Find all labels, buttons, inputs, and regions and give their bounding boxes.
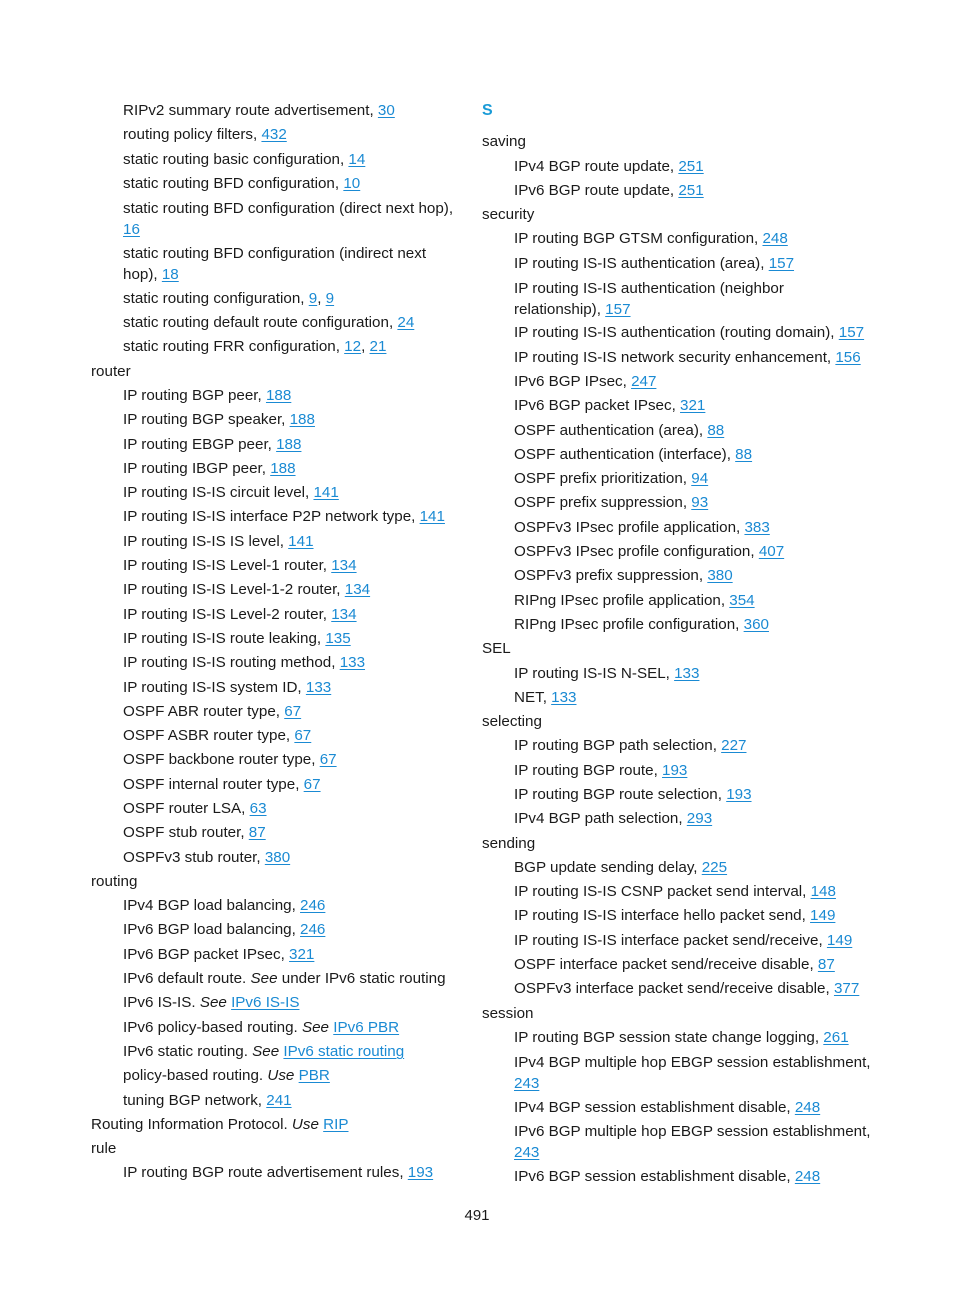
- index-sub-entry: [91, 797, 456, 821]
- index-sub-entry: [91, 1040, 456, 1064]
- entry-text: OSPF authentication (interface),: [514, 445, 736, 463]
- index-sub-entry: [91, 748, 456, 772]
- page-reference-link[interactable]: 251: [678, 181, 704, 199]
- entry-text: OSPFv3 prefix suppression,: [514, 567, 708, 585]
- entry-text: OSPF stub router,: [123, 824, 249, 842]
- entry-text: OSPF interface packet send/receive disable,: [514, 956, 818, 974]
- index-sub-entry: [482, 1026, 872, 1050]
- index-sub-entry: [482, 686, 872, 710]
- page-reference-link[interactable]: 188: [289, 411, 315, 429]
- index-sub-entry: [482, 589, 872, 613]
- entry-text: OSPF internal router type,: [123, 775, 304, 793]
- cross-reference-keyword: See: [250, 970, 278, 988]
- index-sub-entry: [91, 894, 456, 918]
- page-reference-link[interactable]: 248: [794, 1168, 821, 1186]
- index-sub-entry: [91, 1016, 456, 1040]
- entry-text: IP routing BGP path selection,: [514, 737, 722, 755]
- index-sub-entry: [91, 99, 456, 123]
- entry-text: router: [91, 362, 131, 380]
- entry-text: IPv4 BGP route update,: [514, 157, 679, 175]
- index-sub-entry: static routing configuration, 9, 9: [123, 289, 335, 307]
- entry-text: IP routing IS-IS authentication (routing domain),: [514, 324, 839, 342]
- index-sub-entry: [482, 370, 872, 394]
- entry-text: IP routing IS-IS N-SEL,: [514, 664, 675, 682]
- entry-text: static routing default route configuration,: [123, 314, 398, 332]
- entry-text: IP routing BGP route,: [514, 761, 663, 779]
- entry-text: IP routing IS-IS Level-1-2 router,: [123, 581, 345, 599]
- entry-text: Routing Information Protocol.: [91, 1115, 292, 1133]
- cross-reference-link[interactable]: RIP: [323, 1115, 349, 1133]
- index-sub-entry: [91, 172, 456, 196]
- entry-text: IPv6 BGP route update,: [514, 181, 679, 199]
- index-sub-entry: [482, 155, 872, 179]
- entry-text: selecting: [482, 713, 542, 731]
- index-sub-entry: [91, 196, 456, 241]
- entry-text: IPv6 BGP load balancing,: [123, 921, 301, 939]
- entry-text: BGP update sending delay,: [514, 858, 702, 876]
- entry-text: IPv6 default route.: [123, 970, 251, 988]
- index-sub-entry: [482, 1120, 872, 1165]
- entry-text: IPv4 BGP path selection,: [514, 810, 687, 828]
- entry-text: IP routing BGP GTSM configuration,: [514, 230, 763, 248]
- entry-text: session: [482, 1004, 534, 1022]
- index-sub-entry: [91, 554, 456, 578]
- entry-text: IP routing IS-IS CSNP packet send interval,: [514, 883, 811, 901]
- index-main-entry: [91, 360, 456, 384]
- index-sub-entry: [91, 1064, 456, 1088]
- page-reference-link[interactable]: 67: [303, 775, 321, 793]
- index-sub-entry: [91, 241, 456, 286]
- entry-text: tuning BGP network,: [123, 1091, 267, 1109]
- index-sub-entry: [91, 481, 456, 505]
- index-sub-entry: [91, 676, 456, 700]
- index-sub-entry: [482, 977, 872, 1001]
- index-sub-entry: [482, 662, 872, 686]
- index-main-entry: [482, 710, 872, 734]
- index-sub-entry: [482, 540, 872, 564]
- index-sub-entry: [482, 467, 872, 491]
- index-sub-entry: [91, 578, 456, 602]
- page-reference-link[interactable]: 133: [305, 678, 332, 696]
- page-reference-link[interactable]: 432: [261, 126, 287, 144]
- entry-text: static routing BFD configuration (indirect next hop),: [123, 245, 427, 284]
- page-reference-link[interactable]: 241: [266, 1091, 292, 1109]
- index-main-entry: [91, 870, 456, 894]
- index-sub-entry: [482, 734, 872, 758]
- page-reference-link[interactable]: 157: [838, 324, 865, 342]
- page-reference-link[interactable]: 133: [339, 654, 366, 672]
- entry-text: IP routing IS-IS authentication (area),: [514, 254, 769, 272]
- index-sub-entry: [482, 856, 872, 880]
- page-reference-link[interactable]: 93: [691, 494, 709, 512]
- index-sub-entry: [482, 904, 872, 928]
- index-sub-entry: [482, 1050, 872, 1095]
- page-reference-link[interactable]: 30: [377, 102, 395, 119]
- page-reference-link[interactable]: 88: [735, 445, 753, 463]
- page-reference-link[interactable]: 63: [249, 799, 267, 817]
- page-reference-link[interactable]: 248: [794, 1098, 821, 1116]
- entry-text: OSPF router LSA,: [123, 799, 250, 817]
- index-sub-entry: [91, 700, 456, 724]
- cross-reference-keyword: See: [199, 994, 227, 1012]
- index-main-entry: [482, 130, 872, 154]
- page-reference-link[interactable]: 360: [743, 615, 769, 633]
- entry-text: IPv6 IS-IS.: [123, 994, 200, 1012]
- index-sub-entry: [482, 807, 872, 831]
- index-sub-entry: [482, 394, 872, 418]
- index-sub-entry: [91, 773, 456, 797]
- index-sub-entry: [91, 408, 456, 432]
- page-reference-link[interactable]: 135: [325, 629, 351, 647]
- page-reference-link[interactable]: 148: [810, 883, 836, 901]
- index-main-entry: [482, 1002, 872, 1026]
- page-reference-link[interactable]: 67: [294, 727, 312, 745]
- entry-text: static routing FRR configuration,: [123, 338, 345, 356]
- page-reference-link[interactable]: 24: [397, 314, 415, 332]
- index-sub-entry: [91, 1089, 456, 1113]
- page-reference-link[interactable]: 321: [680, 397, 706, 415]
- index-sub-entry: [482, 880, 872, 904]
- index-main-entry: [91, 1137, 456, 1161]
- index-main-entry: [482, 203, 872, 227]
- page-reference-link[interactable]: 141: [419, 508, 445, 526]
- entry-text: SEL: [482, 640, 511, 658]
- index-sub-entry: [91, 1161, 456, 1185]
- entry-text: IP routing IS-IS interface P2P network type,: [123, 508, 420, 526]
- cross-reference-keyword: Use: [291, 1115, 319, 1133]
- page-reference-link[interactable]: 14: [348, 150, 366, 168]
- page-reference-link[interactable]: 193: [407, 1164, 434, 1182]
- entry-text: IP routing IS-IS interface hello packet send,: [514, 907, 811, 925]
- index-sub-entry: [91, 724, 456, 748]
- entry-text: RIPv2 summary route advertisement,: [123, 102, 378, 119]
- page-reference-link[interactable]: 134: [331, 605, 357, 623]
- entry-text: OSPFv3 stub router,: [123, 848, 265, 866]
- index-sub-entry: [91, 846, 456, 870]
- entry-text: IP routing IS-IS Level-2 router,: [123, 605, 332, 623]
- entry-text: static routing BFD configuration,: [123, 174, 344, 192]
- index-sub-entry: [482, 783, 872, 807]
- index-main-entry: [482, 832, 872, 856]
- entry-text: IPv6 BGP session establishment disable,: [514, 1168, 795, 1186]
- page-reference-link[interactable]: 227: [721, 737, 747, 755]
- page-reference-link[interactable]: 94: [691, 470, 709, 488]
- entry-text: IP routing IS-IS Level-1 router,: [123, 557, 332, 575]
- cross-reference-link[interactable]: IPv6 static routing: [283, 1042, 405, 1060]
- entry-text: IPv6 static routing.: [123, 1042, 253, 1060]
- page-reference-link[interactable]: 67: [284, 702, 302, 720]
- cross-reference-keyword: Use: [267, 1067, 295, 1085]
- page-reference-link[interactable]: 407: [758, 543, 785, 561]
- page-reference-link[interactable]: 134: [344, 581, 371, 599]
- cross-reference-link[interactable]: IPv6 IS-IS: [231, 994, 300, 1012]
- entry-text: IP routing BGP route advertisement rules,: [123, 1164, 408, 1182]
- entry-text: routing: [91, 872, 138, 890]
- page-reference-link[interactable]: 141: [313, 484, 339, 502]
- index-sub-entry: [91, 967, 456, 991]
- index-sub-entry: [91, 384, 456, 408]
- entry-text: IP routing IS-IS route leaking,: [123, 629, 326, 647]
- index-sub-entry: static routing FRR configuration, 12, 21: [123, 338, 387, 356]
- entry-text: NET,: [514, 688, 552, 706]
- entry-text: RIPng IPsec profile configuration,: [514, 615, 744, 633]
- index-sub-entry: [482, 929, 872, 953]
- cross-reference-keyword: See: [252, 1042, 280, 1060]
- entry-text: IP routing IS-IS system ID,: [123, 678, 306, 696]
- entry-text: IP routing IS-IS routing method,: [123, 654, 340, 672]
- entry-text: OSPF ABR router type,: [123, 702, 285, 720]
- page-reference-link[interactable]: 293: [686, 810, 713, 828]
- entry-text: OSPFv3 IPsec profile application,: [514, 518, 745, 536]
- entry-text: IP routing BGP session state change logging,: [514, 1028, 824, 1046]
- entry-text: OSPF backbone router type,: [123, 751, 320, 769]
- entry-text: IPv6 BGP packet IPsec,: [123, 945, 290, 963]
- index-sub-entry: [482, 953, 872, 977]
- entry-text: IP routing IS-IS IS level,: [123, 532, 289, 550]
- page-reference-link[interactable]: 380: [264, 848, 291, 866]
- entry-text: static routing BFD configuration (direct next hop),: [123, 199, 454, 217]
- entry-text: IPv6 BGP packet IPsec,: [514, 397, 681, 415]
- entry-text: IP routing BGP route selection,: [514, 786, 727, 803]
- cross-reference-text: under IPv6 static routing: [277, 970, 446, 988]
- entry-text: OSPFv3 IPsec profile configuration,: [514, 543, 759, 561]
- index-sub-entry: [91, 530, 456, 554]
- page-reference-link[interactable]: 383: [744, 518, 770, 536]
- page-reference-link[interactable]: 16: [123, 220, 140, 238]
- entry-text: IP routing IS-IS interface packet send/receive,: [514, 931, 827, 949]
- entry-text: OSPF prefix suppression,: [514, 494, 692, 512]
- index-sub-entry: [482, 276, 872, 321]
- page-reference-link[interactable]: 157: [768, 254, 795, 272]
- page-reference-link[interactable]: 243: [514, 1144, 540, 1162]
- index-right-column: [482, 99, 872, 1189]
- index-sub-entry: [91, 311, 456, 335]
- entry-text: IP routing IS-IS circuit level,: [123, 484, 314, 502]
- page-number: 491: [464, 1207, 490, 1224]
- page-reference-link[interactable]: 12: [344, 338, 362, 356]
- index-sub-entry: [482, 1165, 872, 1189]
- entry-text: routing policy filters,: [123, 126, 262, 144]
- index-sub-entry: [91, 821, 456, 845]
- page-reference-link[interactable]: 87: [248, 824, 266, 842]
- entry-text: OSPF prefix prioritization,: [514, 470, 692, 488]
- entry-text: sending: [482, 834, 536, 852]
- entry-text: IPv4 BGP multiple hop EBGP session establishment,: [514, 1053, 871, 1071]
- page-reference-link[interactable]: 321: [289, 945, 315, 963]
- index-sub-entry: [482, 491, 872, 515]
- entry-text: OSPFv3 interface packet send/receive disable,: [514, 980, 834, 998]
- page-reference-link[interactable]: 188: [270, 459, 296, 477]
- page-reference-link[interactable]: 261: [823, 1028, 849, 1046]
- entry-text: OSPF authentication (area),: [514, 421, 708, 439]
- index-sub-entry: [482, 346, 872, 370]
- page-reference-link[interactable]: 21: [369, 338, 387, 356]
- page-reference-link[interactable]: 193: [726, 786, 752, 803]
- page-reference-link[interactable]: 246: [300, 897, 326, 915]
- index-sub-entry: [482, 443, 872, 467]
- index-sub-entry: [91, 627, 456, 651]
- index-sub-entry: [482, 613, 872, 637]
- index-sub-entry: [91, 603, 456, 627]
- index-sub-entry: [482, 179, 872, 203]
- cross-reference-keyword: See: [301, 1018, 330, 1036]
- index-main-entry: [482, 637, 872, 661]
- entry-text: policy-based routing.: [123, 1067, 268, 1085]
- page-reference-link[interactable]: 377: [833, 980, 860, 998]
- page-reference-link[interactable]: 157: [605, 300, 631, 318]
- index-sub-entry: [91, 943, 456, 967]
- index-sub-entry: [482, 227, 872, 251]
- entry-text: rule: [91, 1140, 117, 1158]
- page-reference-link[interactable]: 141: [288, 532, 314, 550]
- index-sub-entry: [91, 991, 456, 1015]
- page-reference-link[interactable]: 248: [762, 230, 788, 248]
- page-reference-link[interactable]: 133: [674, 664, 700, 682]
- page-reference-link[interactable]: 246: [300, 921, 326, 939]
- index-sub-entry: [482, 252, 872, 276]
- entry-text: IPv4 BGP load balancing,: [123, 897, 301, 915]
- page-reference-link[interactable]: 87: [817, 956, 835, 974]
- page-reference-link[interactable]: 88: [707, 421, 725, 439]
- entry-text: static routing configuration,: [123, 289, 309, 307]
- page-reference-link[interactable]: 188: [276, 435, 302, 453]
- page-reference-link[interactable]: 251: [678, 157, 704, 175]
- index-sub-entry: [91, 505, 456, 529]
- page-reference-link[interactable]: 243: [514, 1074, 540, 1092]
- index-sub-entry: [482, 321, 872, 345]
- entry-text: IP routing IS-IS network security enhancement,: [514, 348, 836, 366]
- index-sub-entry: [91, 148, 456, 172]
- index-sub-entry: [482, 759, 872, 783]
- index-letter-heading: [482, 99, 872, 123]
- entry-text: OSPF ASBR router type,: [123, 727, 295, 745]
- page-reference-link[interactable]: 9: [308, 289, 318, 307]
- entry-text: RIPng IPsec profile application,: [514, 591, 730, 609]
- page-reference-link[interactable]: 133: [551, 688, 577, 706]
- entry-text: static routing basic configuration,: [123, 150, 349, 168]
- index-sub-entry: [91, 651, 456, 675]
- page-reference-link[interactable]: 193: [662, 761, 688, 779]
- index-sub-entry: [91, 918, 456, 942]
- page-reference-link[interactable]: 67: [319, 751, 337, 769]
- entry-text: IPv4 BGP session establishment disable,: [514, 1098, 795, 1116]
- index-sub-entry: [91, 457, 456, 481]
- page-reference-link[interactable]: 188: [265, 386, 292, 404]
- entry-text: S: [482, 102, 493, 119]
- page-reference-link[interactable]: 149: [826, 931, 853, 949]
- page-reference-link[interactable]: 247: [631, 372, 657, 390]
- page-reference-link[interactable]: 354: [729, 591, 755, 609]
- index-main-entry: [91, 1113, 456, 1137]
- index-sub-entry: [482, 419, 872, 443]
- entry-text: saving: [482, 133, 526, 151]
- entry-text: IP routing EBGP peer,: [123, 435, 277, 453]
- page-reference-link[interactable]: 10: [343, 174, 361, 192]
- entry-text: IPv6 BGP multiple hop EBGP session establishment,: [514, 1123, 871, 1141]
- index-sub-entry: [482, 564, 872, 588]
- page-reference-link[interactable]: 9: [325, 289, 335, 307]
- index-left-column: [91, 99, 456, 1186]
- index-sub-entry: [482, 1096, 872, 1120]
- index-sub-entry: [482, 516, 872, 540]
- entry-text: IP routing BGP peer,: [123, 386, 266, 404]
- entry-text: IPv6 policy-based routing.: [123, 1018, 302, 1036]
- entry-text: IP routing IBGP peer,: [123, 459, 271, 477]
- page-reference-link[interactable]: 225: [701, 858, 728, 876]
- entry-text: IP routing IS-IS authentication (neighbor relationship),: [514, 279, 784, 318]
- entry-text: security: [482, 206, 535, 224]
- cross-reference-link[interactable]: IPv6 PBR: [333, 1018, 400, 1036]
- page-reference-link[interactable]: 18: [161, 266, 179, 284]
- page-reference-link[interactable]: 156: [835, 348, 861, 366]
- cross-reference-link[interactable]: PBR: [298, 1067, 330, 1085]
- page-reference-link[interactable]: 134: [331, 557, 357, 575]
- index-sub-entry: [91, 433, 456, 457]
- index-sub-entry: [91, 123, 456, 147]
- entry-text: IP routing BGP speaker,: [123, 411, 290, 429]
- entry-text: IPv6 BGP IPsec,: [514, 372, 632, 390]
- page-reference-link[interactable]: 380: [707, 567, 733, 585]
- page-reference-link[interactable]: 149: [810, 907, 836, 925]
